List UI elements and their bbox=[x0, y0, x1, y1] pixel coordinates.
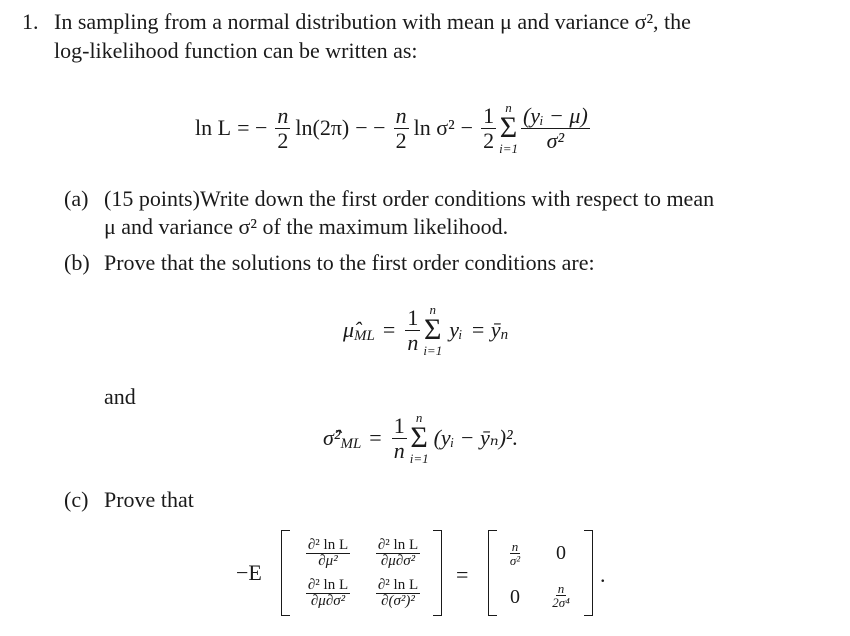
mu-ml-sum-bottom: i=1 bbox=[423, 343, 443, 358]
r11-den: σ² bbox=[509, 553, 521, 568]
hessian-m22 bbox=[364, 578, 432, 609]
sigma-ml-lhs-sub: ML bbox=[340, 435, 362, 452]
r22-num: n bbox=[557, 581, 565, 596]
m22-num: ∂² ln L bbox=[377, 577, 419, 593]
mu-ml-coef-num: 1 bbox=[407, 305, 419, 331]
part-a-label: (a) bbox=[64, 186, 89, 211]
sigma-ml-equation: σ̂² ML = $\frac{1}{n}$ n Σ i=1 (yᵢ − ȳₙ)². bbox=[323, 410, 519, 466]
loglik-sum bbox=[499, 101, 518, 155]
loglik-lhs: ln L bbox=[195, 115, 232, 140]
loglik-term2-coef bbox=[394, 104, 409, 151]
mu-ml-lhs-sub: ML bbox=[354, 327, 375, 344]
sigma-ml-coef-num: 1 bbox=[393, 413, 405, 439]
sigma-ml-body: (yᵢ − ȳₙ)². bbox=[433, 425, 519, 450]
mu-ml-sum bbox=[423, 303, 442, 357]
part-b-label: (b) bbox=[64, 250, 90, 275]
m21-num: ∂² ln L bbox=[307, 577, 349, 593]
r11-num: n bbox=[511, 539, 519, 554]
part-c-label: (c) bbox=[64, 487, 89, 512]
sigma-ml-sum bbox=[410, 411, 429, 465]
mu-ml-coef bbox=[405, 306, 420, 353]
mu-ml-coef-den: n bbox=[407, 329, 419, 355]
sigma-ml-lhs: σ̂² bbox=[323, 425, 341, 450]
sigma-icon: Σ bbox=[499, 111, 518, 144]
sum-top: n bbox=[505, 100, 512, 115]
m12-den: ∂μ∂σ² bbox=[380, 553, 416, 569]
mu-ml-sum-top: n bbox=[429, 302, 436, 317]
sigma-ml-coef bbox=[392, 414, 407, 461]
m22-den: ∂(σ²)² bbox=[381, 593, 415, 609]
m21-den: ∂μ∂σ² bbox=[310, 593, 346, 609]
loglik-term1-coef bbox=[275, 104, 290, 151]
m11-num: ∂² ln L bbox=[307, 537, 349, 553]
hessian-m21 bbox=[296, 578, 360, 609]
m11-den: ∂μ² bbox=[318, 553, 338, 569]
sum-bottom: i=1 bbox=[499, 141, 518, 156]
part-a-line-1: (15 points)Write down the first order conditions with respect to mean bbox=[104, 186, 715, 211]
term3-coef-num: 1 bbox=[483, 103, 495, 129]
loglik-term3-fraction bbox=[521, 104, 590, 151]
loglik-term3-coef bbox=[481, 104, 496, 151]
term1-coef-num: n bbox=[277, 103, 289, 129]
loglik-term1-body: ln(2π) bbox=[295, 115, 350, 140]
sigma-ml-sum-top: n bbox=[415, 410, 423, 425]
part-b-text: Prove that the solutions to the first order conditions are: bbox=[104, 250, 595, 275]
problem-line-2: log-likelihood function can be written as: bbox=[54, 38, 418, 63]
hessian-m12 bbox=[364, 538, 432, 569]
sigma-icon: Σ bbox=[410, 421, 428, 454]
and-text: and bbox=[104, 384, 136, 409]
term3-coef-den: 2 bbox=[483, 127, 495, 153]
mu-ml-equation: μ̂ ML = $\frac{1}{n}$ n Σ i=1 yᵢ = ȳ n bbox=[343, 302, 509, 358]
term1-coef-den: 2 bbox=[277, 127, 289, 153]
loglik-equation: ln L = − $\frac{n}{2}$ ln(2π) − − $\frac{n}{2}$ ln σ² − $\frac{1}{2}$ n Σ i=1 $\frac{\text{(yᵢ − μ)}}{\text{σ²}}$ bbox=[195, 100, 588, 156]
hessian-period: . bbox=[600, 562, 606, 587]
sigma-icon: Σ bbox=[424, 313, 442, 346]
hessian-prefix: −E bbox=[236, 560, 262, 585]
left-matrix-bracket-left bbox=[281, 530, 290, 616]
hessian-r11 bbox=[500, 540, 530, 567]
term2-coef-num: n bbox=[395, 103, 407, 129]
sigma-ml-sum-bottom: i=1 bbox=[409, 451, 429, 466]
hessian-equals: = bbox=[456, 562, 469, 587]
mu-ml-rhs: = ȳ bbox=[470, 317, 501, 342]
mu-ml-body: yᵢ bbox=[449, 317, 463, 342]
part-a-line-2: μ and variance σ² of the maximum likelihood. bbox=[104, 214, 509, 239]
problem-number: 1. bbox=[22, 9, 39, 34]
right-matrix-bracket-left bbox=[488, 530, 497, 616]
left-matrix-bracket-right bbox=[433, 530, 442, 616]
hessian-r22 bbox=[541, 582, 581, 609]
part-c-text: Prove that bbox=[104, 487, 194, 512]
term3-num: (yᵢ − μ) bbox=[522, 103, 588, 129]
term3-den: σ² bbox=[546, 127, 565, 153]
term2-coef-den: 2 bbox=[395, 127, 407, 153]
loglik-term2-body: ln σ² bbox=[413, 115, 455, 140]
sigma-ml-coef-den: n bbox=[393, 437, 405, 463]
hessian-m11 bbox=[296, 538, 360, 569]
problem-line-1: In sampling from a normal distribution with mean μ and variance σ², the bbox=[54, 9, 691, 34]
r22-den: 2σ⁴ bbox=[552, 595, 570, 610]
hessian-r12: 0 bbox=[556, 542, 566, 564]
m12-num: ∂² ln L bbox=[377, 537, 419, 553]
right-matrix-bracket-right bbox=[584, 530, 593, 616]
hessian-r21: 0 bbox=[510, 586, 520, 608]
mu-ml-lhs: μ̂ bbox=[343, 317, 355, 342]
mu-ml-rhs-sub: n bbox=[500, 326, 509, 343]
